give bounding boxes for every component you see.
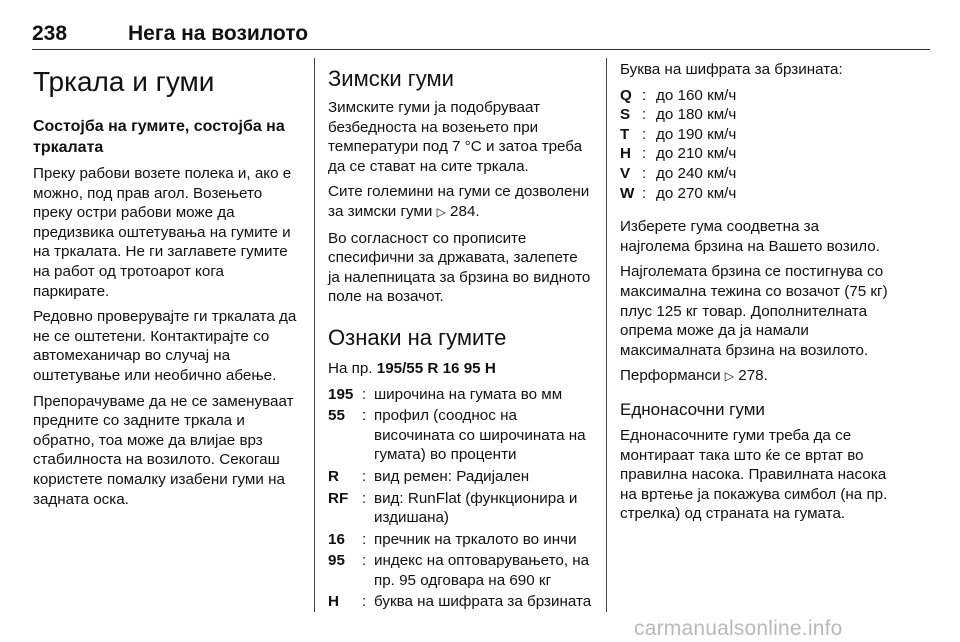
paragraph: Зимските гуми ја подобруваат безбедноста на возењето при температури под 7 °C и затоа треба да се стават на сите тркала. xyxy=(328,99,583,175)
spec-key: 195 xyxy=(328,385,354,403)
column-divider-2 xyxy=(606,58,607,612)
paragraph: Еднонасочните гуми треба да се монтираат така што ќе се вртат во правилна насока. Правилната насока на вртење ја покажува симбол (на пр. стрелка) од страната на гумата. xyxy=(620,426,888,523)
spec-key: 55 xyxy=(328,407,345,425)
paragraph: Перформанси ▷ 278. xyxy=(620,367,768,385)
speed-desc: до 180 км/ч xyxy=(656,106,737,124)
cross-reference-arrow-icon: ▷ xyxy=(436,204,446,219)
page-reference-link[interactable]: 278. xyxy=(738,367,768,385)
column-divider-1 xyxy=(314,58,315,612)
speed-desc: до 240 км/ч xyxy=(656,164,737,182)
subsection-title-directional: Еднонасочни гуми xyxy=(620,399,765,419)
speed-intro: Буква на шифрата за брзината: xyxy=(620,61,843,78)
spec-key: 95 xyxy=(328,552,345,570)
spec-desc: вид: RunFlat (функционира и издишана) xyxy=(374,489,578,527)
cross-reference-arrow-icon: ▷ xyxy=(724,369,735,384)
chapter-title: Нега на возилото xyxy=(128,22,309,45)
section-title: Тркала и гуми xyxy=(33,66,215,97)
spec-key: 16 xyxy=(328,530,345,548)
paragraph: Изберете гума соодветна за најголема брзина на Вашето возило. xyxy=(620,218,880,255)
tire-marking-list: 195 : широчина на гумата во мм 55 : профил (сооднос на височината со широчината на гумата) во проценти R : вид ремен: Радијален RF : вид: RunFlat (функционира и издишана) 16 : пречник на тркалото во инчи 95 : индекс на оптоварувањето, на пр. 95 одговара на 690 кг H : буква на шифрата за брзината xyxy=(328,385,592,611)
speed-desc: до 160 км/ч xyxy=(656,86,737,104)
subsection-title-condition: Состојба на гумите, состојба на тркалата xyxy=(33,118,285,156)
speed-desc: до 210 км/ч xyxy=(656,145,737,163)
speed-code-list: Q : до 160 км/ч S : до 180 км/ч T : до 190 км/ч H : до 210 км/ч V : до 240 км/ч W : до 270 км/ч xyxy=(620,86,888,204)
speed-desc: до 270 км/ч xyxy=(656,184,737,202)
spec-key: H xyxy=(328,593,339,611)
speed-key: V xyxy=(620,164,631,182)
speed-desc: до 190 км/ч xyxy=(656,125,737,143)
paragraph: Препорачуваме да не се заменуваат предните со задните тркала и обратно, тоа може да влијае врз стабилноста на возилото. Секогаш користете помалку изабени гуми на задната оска. xyxy=(33,392,294,508)
column-middle xyxy=(328,60,593,620)
page-header xyxy=(32,22,930,52)
speed-key: S xyxy=(620,106,631,124)
spec-desc: вид ремен: Радијален xyxy=(374,467,530,485)
speed-key: T xyxy=(620,125,630,143)
column-left xyxy=(33,60,301,515)
spec-key: RF xyxy=(328,489,349,507)
header-divider xyxy=(32,49,930,50)
subsection-title-markings: Ознаки на гумите xyxy=(328,324,507,350)
spec-desc: пречник на тркалото во инчи xyxy=(374,530,577,548)
page-reference-link[interactable]: 284. xyxy=(450,202,480,220)
spec-key: R xyxy=(328,467,339,485)
paragraph: Редовно проверувајте ги тркалата да не се оштетени. Контактирајте со автомеханичар во случај на оштетување или необично абење. xyxy=(33,308,297,384)
spec-desc: индекс на оптоварувањето, на пр. 95 одговара на 690 кг xyxy=(374,552,590,589)
paragraph: Преку рабови возете полека и, ако е можно, под прав агол. Возењето преку остри рабови може да предизвика оштетувања на гумите и на тркалата. Не ги заглавете гумите на работ од тротоарот кога паркирате. xyxy=(33,165,292,300)
speed-key: W xyxy=(620,184,635,202)
example-line: На пр. 195/55 R 16 95 H xyxy=(328,359,496,377)
spec-desc: широчина на гумата во мм xyxy=(374,385,563,403)
watermark: carmanualsonline.info xyxy=(634,617,843,640)
example-code: 195/55 R 16 95 H xyxy=(376,359,496,377)
speed-key: Q xyxy=(620,86,632,104)
page-number: 238 xyxy=(32,22,68,45)
spec-desc: буква на шифрата за брзината xyxy=(374,593,592,611)
paragraph: Сите големини на гуми се дозволени за зимски гуми ▷ 284. xyxy=(328,183,590,220)
speed-key: H xyxy=(620,145,631,163)
subsection-title-winter: Зимски гуми xyxy=(328,66,454,91)
column-right xyxy=(620,60,888,530)
spec-desc: профил (сооднос на височината со широчината на гумата) во проценти xyxy=(374,407,586,464)
paragraph: Во согласност со прописите спесифични за државата, залепете ја налепницата за брзина во видното поле на возачот. xyxy=(328,229,591,306)
paragraph: Најголемата брзина се постигнува со максимална тежина со возачот (75 кг) плус 125 кг товар. Дополнителната опрема може да ја намали максималната брзина на возилото. xyxy=(620,263,888,359)
